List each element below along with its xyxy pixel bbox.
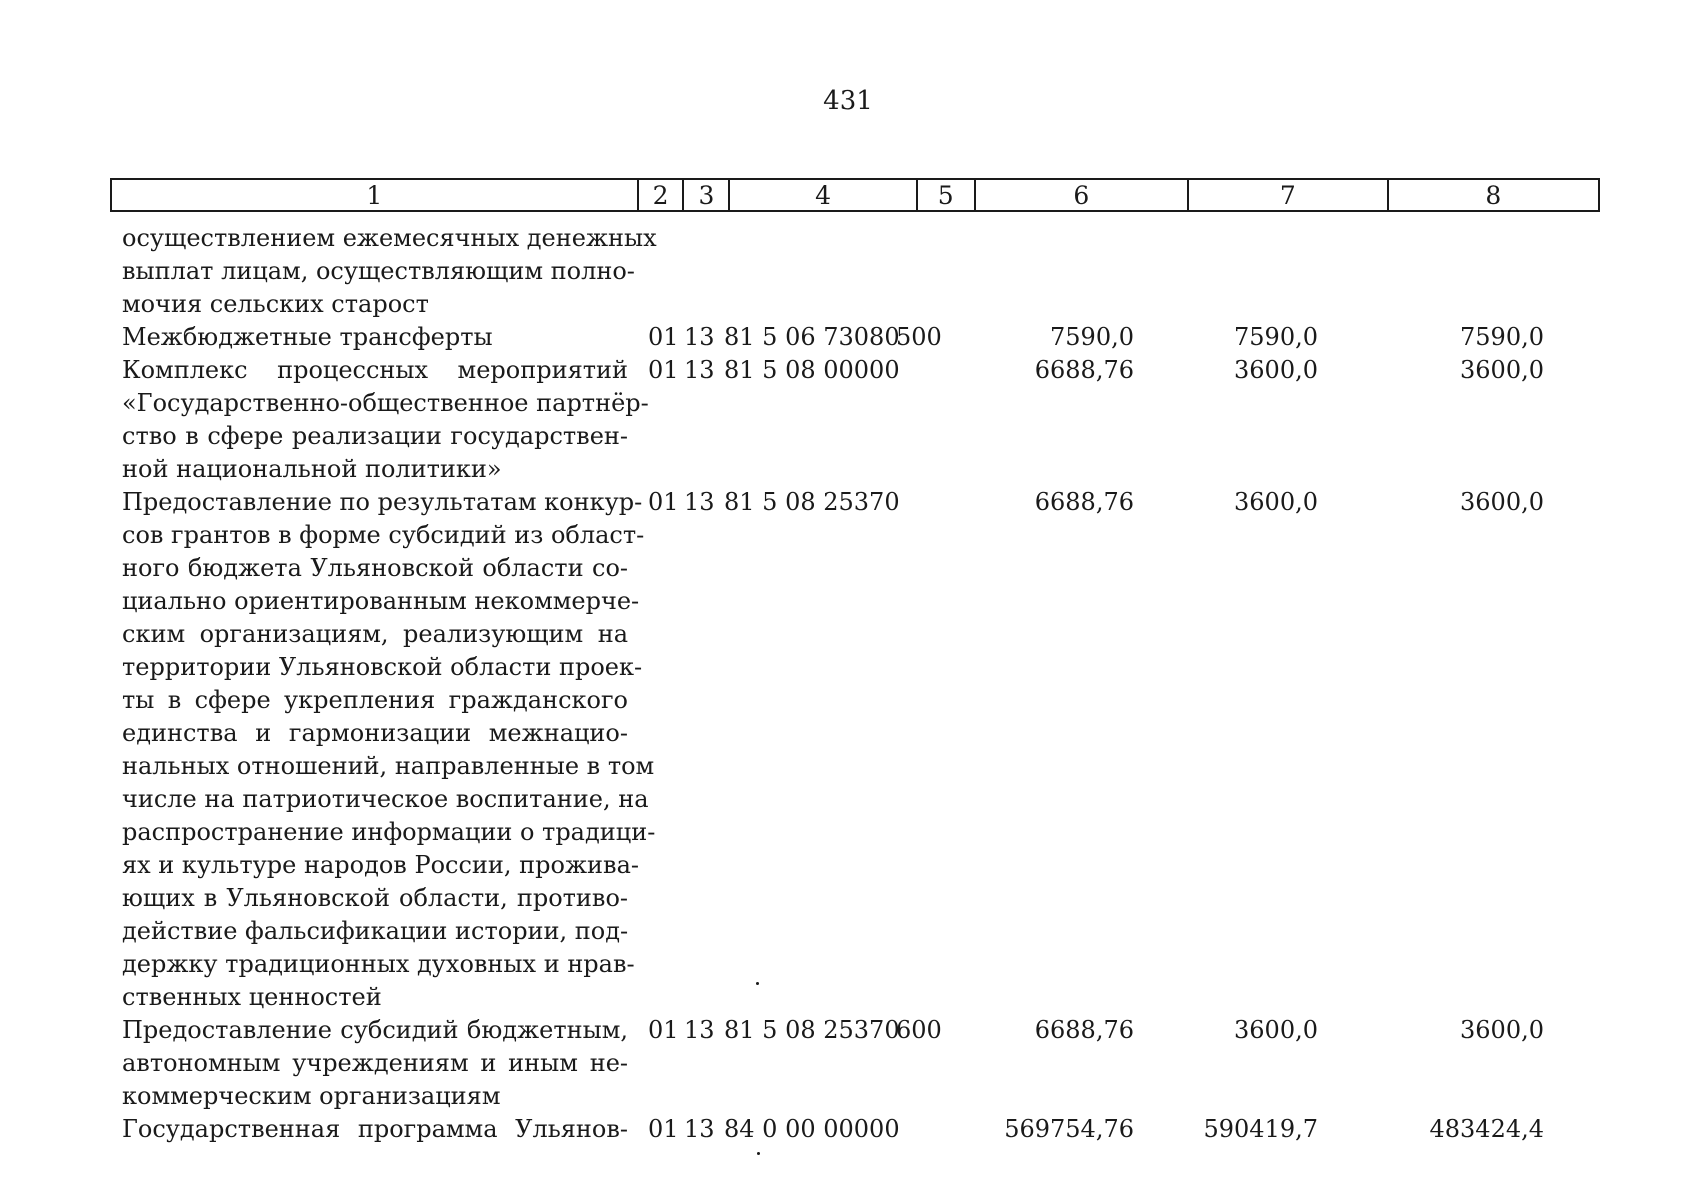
cell-target-code: 81 5 08 00000 xyxy=(724,356,900,384)
table-row xyxy=(110,1014,1600,1113)
table-row xyxy=(110,486,1600,1014)
cell-section: 01 xyxy=(648,1115,679,1143)
header-col-1: 1 xyxy=(112,180,639,210)
header-col-6: 6 xyxy=(976,180,1189,210)
row-name-line: ским организациям, реализующим на xyxy=(122,620,628,648)
row-name-line: ство в сфере реализации государствен- xyxy=(122,422,628,450)
cell-expense-type: 500 xyxy=(896,323,942,351)
cell-section: 01 xyxy=(648,488,679,516)
row-name-line: коммерческим организациям xyxy=(122,1082,501,1110)
cell-amount-col7: 3600,0 xyxy=(1234,356,1318,384)
cell-amount-col7: 590419,7 xyxy=(1203,1115,1318,1143)
cell-amount-col8: 3600,0 xyxy=(1460,356,1544,384)
table-row xyxy=(110,1113,1600,1146)
row-name xyxy=(110,1014,628,1113)
row-name xyxy=(110,486,656,1014)
row-name-line: Предоставление субсидий бюджетным, xyxy=(122,1016,628,1044)
row-name-line: сов грантов в форме субсидий из област- xyxy=(122,521,645,549)
cell-target-code: 81 5 08 25370 xyxy=(724,1016,900,1044)
row-name-line: Предоставление по результатам конкур- xyxy=(122,488,643,516)
cell-target-code: 84 0 00 00000 xyxy=(724,1115,900,1143)
row-name-line: мочия сельских старост xyxy=(122,290,429,318)
cell-subsection: 13 xyxy=(684,1115,715,1143)
row-name xyxy=(110,222,657,321)
cell-amount-col7: 3600,0 xyxy=(1234,1016,1318,1044)
cell-amount-col6: 7590,0 xyxy=(1050,323,1134,351)
row-name-line: ты в сфере укрепления гражданского xyxy=(122,686,628,714)
row-name xyxy=(110,321,628,354)
cell-amount-col8: 483424,4 xyxy=(1429,1115,1544,1143)
cell-amount-col8: 3600,0 xyxy=(1460,1016,1544,1044)
cell-section: 01 xyxy=(648,1016,679,1044)
scan-speck xyxy=(756,982,759,985)
row-name-line: осуществлением ежемесячных денежных xyxy=(122,224,657,252)
header-col-2: 2 xyxy=(639,180,685,210)
cell-subsection: 13 xyxy=(684,488,715,516)
cell-amount-col8: 7590,0 xyxy=(1460,323,1544,351)
table-row xyxy=(110,321,1600,354)
row-name-line: единства и гармонизации межнацио- xyxy=(122,719,628,747)
row-name-line: ного бюджета Ульяновской области со- xyxy=(122,554,628,582)
page-number: 431 xyxy=(823,86,873,116)
row-name-line: Государственная программа Ульянов- xyxy=(122,1115,628,1143)
cell-expense-type: 600 xyxy=(896,1016,942,1044)
header-col-5: 5 xyxy=(918,180,976,210)
row-name-line: автономным учреждениям и иным не- xyxy=(122,1049,628,1077)
cell-subsection: 13 xyxy=(684,323,715,351)
row-name-line: ственных ценностей xyxy=(122,983,382,1011)
cell-amount-col7: 3600,0 xyxy=(1234,488,1318,516)
cell-amount-col6: 6688,76 xyxy=(1034,1016,1134,1044)
row-name-line: выплат лицам, осуществляющим полно- xyxy=(122,257,635,285)
cell-amount-col7: 7590,0 xyxy=(1234,323,1318,351)
cell-section: 01 xyxy=(648,356,679,384)
table-row xyxy=(110,222,1600,321)
cell-amount-col6: 6688,76 xyxy=(1034,356,1134,384)
header-col-8: 8 xyxy=(1485,180,1502,210)
scan-speck xyxy=(757,1152,760,1155)
row-name-line: Комплекс процессных мероприятий xyxy=(122,356,628,384)
row-name-line: действие фальсификации истории, под- xyxy=(122,917,629,945)
row-name-line: ющих в Ульяновской области, противо- xyxy=(122,884,628,912)
table-header xyxy=(110,178,1600,212)
row-name-line: территории Ульяновской области проек- xyxy=(122,653,643,681)
cell-amount-col6: 6688,76 xyxy=(1034,488,1134,516)
row-name-line: нальных отношений, направленные в том xyxy=(122,752,655,780)
header-col-4: 4 xyxy=(730,180,918,210)
table-row xyxy=(110,354,1600,486)
row-name-line: распространение информации о традици- xyxy=(122,818,656,846)
row-name xyxy=(110,354,649,486)
cell-subsection: 13 xyxy=(684,1016,715,1044)
cell-subsection: 13 xyxy=(684,356,715,384)
row-name-line: ях и культуре народов России, прожива- xyxy=(122,851,639,879)
cell-target-code: 81 5 06 73080 xyxy=(724,323,900,351)
row-name xyxy=(110,1113,628,1146)
row-name-line: циально ориентированным некоммерче- xyxy=(122,587,640,615)
header-col-3: 3 xyxy=(684,180,730,210)
cell-amount-col6: 569754,76 xyxy=(1004,1115,1134,1143)
row-name-line: «Государственно-общественное партнёр- xyxy=(122,389,649,417)
header-col-7: 7 xyxy=(1189,180,1388,210)
cell-target-code: 81 5 08 25370 xyxy=(724,488,900,516)
row-name-line: числе на патриотическое воспитание, на xyxy=(122,785,649,813)
row-name-line: Межбюджетные трансферты xyxy=(122,323,493,351)
cell-amount-col8: 3600,0 xyxy=(1460,488,1544,516)
row-name-line: ной национальной политики» xyxy=(122,455,502,483)
table-body xyxy=(110,222,1600,1146)
row-name-line: держку традиционных духовных и нрав- xyxy=(122,950,635,978)
cell-section: 01 xyxy=(648,323,679,351)
